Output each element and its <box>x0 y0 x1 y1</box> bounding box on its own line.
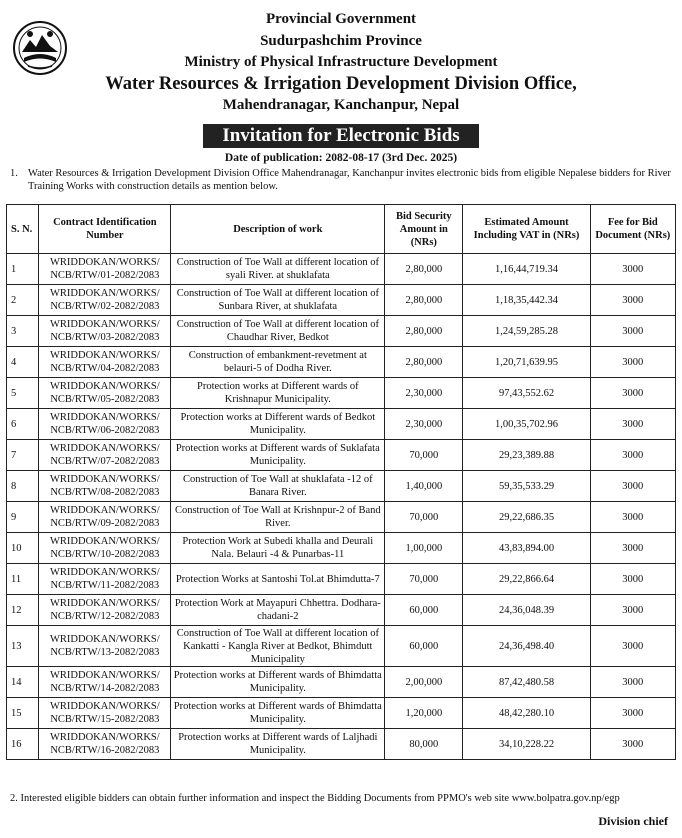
table-body <box>7 254 676 760</box>
cell-estimated-amount: 43,83,894.00 <box>463 533 590 564</box>
table-row <box>7 729 676 760</box>
cell-fee: 3000 <box>590 626 675 667</box>
cell-fee: 3000 <box>590 595 675 626</box>
cell-description: Protection works at Different wards of Bhimdatta Municipality. <box>171 667 385 698</box>
cell-contract-id: WRIDDOKAN/WORKS/ NCB/RTW/02-2082/2083 <box>39 285 171 316</box>
cell-description: Construction of embankment-revetment at belauri-5 of Dodha River. <box>171 347 385 378</box>
cell-sn: 4 <box>7 347 39 378</box>
cell-bid-security: 70,000 <box>385 440 463 471</box>
cell-estimated-amount: 1,24,59,285.28 <box>463 316 590 347</box>
cell-fee: 3000 <box>590 378 675 409</box>
cell-bid-security: 60,000 <box>385 595 463 626</box>
cell-estimated-amount: 1,18,35,442.34 <box>463 285 590 316</box>
table-row <box>7 502 676 533</box>
header-contract-id: Contract Identification Number <box>39 205 171 254</box>
cell-contract-id: WRIDDOKAN/WORKS/ NCB/RTW/07-2082/2083 <box>39 440 171 471</box>
table-row <box>7 254 676 285</box>
cell-description: Protection works at Different wards of Bhimdatta Municipality. <box>171 698 385 729</box>
cell-estimated-amount: 1,20,71,639.95 <box>463 347 590 378</box>
table-row <box>7 595 676 626</box>
cell-estimated-amount: 1,00,35,702.96 <box>463 409 590 440</box>
table-row <box>7 533 676 564</box>
cell-description: Construction of Toe Wall at Krishnpur-2 of Band River. <box>171 502 385 533</box>
cell-bid-security: 70,000 <box>385 564 463 595</box>
cell-contract-id: WRIDDOKAN/WORKS/ NCB/RTW/14-2082/2083 <box>39 667 171 698</box>
cell-description: Protection Works at Santoshi Tol.at Bhimdutta-7 <box>171 564 385 595</box>
intro-text: Water Resources & Irrigation Development Division Office Mahendranagar, Kanchanpur invites electronic bids from eligible Nepalese bidders for River Training Works with construction details as mention below. <box>28 168 671 192</box>
cell-description: Protection works at Different wards of Suklafata Municipality. <box>171 440 385 471</box>
header-sn: S. N. <box>7 205 39 254</box>
header-office: Water Resources & Irrigation Development Division Office, <box>105 74 577 94</box>
header-location: Mahendranagar, Kanchanpur, Nepal <box>222 97 460 113</box>
cell-sn: 6 <box>7 409 39 440</box>
cell-bid-security: 2,30,000 <box>385 378 463 409</box>
cell-description: Protection works at Different wards of Laljhadi Municipality. <box>171 729 385 760</box>
intro-paragraph <box>10 167 675 193</box>
cell-description: Protection works at Different wards of Krishnapur Municipality. <box>171 378 385 409</box>
cell-fee: 3000 <box>590 347 675 378</box>
cell-description: Protection works at Different wards of Bedkot Municipality. <box>171 409 385 440</box>
cell-fee: 3000 <box>590 533 675 564</box>
cell-bid-security: 60,000 <box>385 626 463 667</box>
cell-fee: 3000 <box>590 698 675 729</box>
cell-bid-security: 2,80,000 <box>385 347 463 378</box>
cell-fee: 3000 <box>590 254 675 285</box>
header-province: Sudurpashchim Province <box>260 33 422 49</box>
cell-sn: 1 <box>7 254 39 285</box>
cell-sn: 8 <box>7 471 39 502</box>
cell-estimated-amount: 29,22,686.35 <box>463 502 590 533</box>
notice-title: Invitation for Electronic Bids <box>203 124 479 148</box>
cell-contract-id: WRIDDOKAN/WORKS/ NCB/RTW/04-2082/2083 <box>39 347 171 378</box>
cell-description: Construction of Toe Wall at different location of Kankatti - Kangla River at Bedkot, Bhimdutt Municipality <box>171 626 385 667</box>
cell-bid-security: 80,000 <box>385 729 463 760</box>
cell-bid-security: 2,00,000 <box>385 667 463 698</box>
cell-fee: 3000 <box>590 440 675 471</box>
header-description: Description of work <box>171 205 385 254</box>
cell-contract-id: WRIDDOKAN/WORKS/ NCB/RTW/10-2082/2083 <box>39 533 171 564</box>
table-row <box>7 440 676 471</box>
cell-estimated-amount: 59,35,533.29 <box>463 471 590 502</box>
signature: Division chief <box>598 814 668 828</box>
table-row <box>7 667 676 698</box>
cell-fee: 3000 <box>590 729 675 760</box>
cell-estimated-amount: 97,43,552.62 <box>463 378 590 409</box>
cell-sn: 3 <box>7 316 39 347</box>
cell-bid-security: 2,80,000 <box>385 316 463 347</box>
cell-description: Construction of Toe Wall at different location of Sunbara River, at shuklafata <box>171 285 385 316</box>
table-row <box>7 564 676 595</box>
cell-sn: 2 <box>7 285 39 316</box>
cell-description: Construction of Toe Wall at shuklafata -12 of Banara River. <box>171 471 385 502</box>
cell-contract-id: WRIDDOKAN/WORKS/ NCB/RTW/06-2082/2083 <box>39 409 171 440</box>
cell-sn: 12 <box>7 595 39 626</box>
cell-contract-id: WRIDDOKAN/WORKS/ NCB/RTW/08-2082/2083 <box>39 471 171 502</box>
bids-table <box>6 204 676 760</box>
cell-contract-id: WRIDDOKAN/WORKS/ NCB/RTW/11-2082/2083 <box>39 564 171 595</box>
table-row <box>7 347 676 378</box>
cell-contract-id: WRIDDOKAN/WORKS/ NCB/RTW/05-2082/2083 <box>39 378 171 409</box>
cell-contract-id: WRIDDOKAN/WORKS/ NCB/RTW/16-2082/2083 <box>39 729 171 760</box>
publication-date: Date of publication: 2082-08-17 (3rd Dec. 2025) <box>224 152 458 164</box>
cell-sn: 7 <box>7 440 39 471</box>
cell-fee: 3000 <box>590 564 675 595</box>
cell-estimated-amount: 24,36,048.39 <box>463 595 590 626</box>
cell-contract-id: WRIDDOKAN/WORKS/ NCB/RTW/01-2082/2083 <box>39 254 171 285</box>
cell-contract-id: WRIDDOKAN/WORKS/ NCB/RTW/15-2082/2083 <box>39 698 171 729</box>
cell-bid-security: 1,40,000 <box>385 471 463 502</box>
cell-bid-security: 2,80,000 <box>385 285 463 316</box>
header-fee: Fee for Bid Document (NRs) <box>590 205 675 254</box>
table-row <box>7 626 676 667</box>
cell-contract-id: WRIDDOKAN/WORKS/ NCB/RTW/13-2082/2083 <box>39 626 171 667</box>
cell-contract-id: WRIDDOKAN/WORKS/ NCB/RTW/03-2082/2083 <box>39 316 171 347</box>
cell-fee: 3000 <box>590 667 675 698</box>
cell-sn: 14 <box>7 667 39 698</box>
cell-description: Protection Work at Subedi khalla and Deurali Nala. Belauri -4 & Punarbas-11 <box>171 533 385 564</box>
cell-sn: 16 <box>7 729 39 760</box>
cell-contract-id: WRIDDOKAN/WORKS/ NCB/RTW/09-2082/2083 <box>39 502 171 533</box>
cell-bid-security: 2,80,000 <box>385 254 463 285</box>
table-row <box>7 409 676 440</box>
cell-fee: 3000 <box>590 502 675 533</box>
cell-fee: 3000 <box>590 285 675 316</box>
cell-description: Construction of Toe Wall at different location of syali River. at shuklafata <box>171 254 385 285</box>
cell-fee: 3000 <box>590 316 675 347</box>
cell-estimated-amount: 24,36,498.40 <box>463 626 590 667</box>
cell-contract-id: WRIDDOKAN/WORKS/ NCB/RTW/12-2082/2083 <box>39 595 171 626</box>
table-row <box>7 471 676 502</box>
cell-sn: 10 <box>7 533 39 564</box>
cell-description: Construction of Toe Wall at different location of Chaudhar River, Bedkot <box>171 316 385 347</box>
cell-bid-security: 1,00,000 <box>385 533 463 564</box>
table-row <box>7 378 676 409</box>
header-estimated-amount: Estimated Amount Including VAT in (NRs) <box>463 205 590 254</box>
table-row <box>7 316 676 347</box>
cell-estimated-amount: 87,42,480.58 <box>463 667 590 698</box>
cell-bid-security: 1,20,000 <box>385 698 463 729</box>
cell-description: Protection Work at Mayapuri Chhettra. Dodhara-chadani-2 <box>171 595 385 626</box>
cell-estimated-amount: 29,22,866.64 <box>463 564 590 595</box>
table-row <box>7 698 676 729</box>
cell-bid-security: 2,30,000 <box>385 409 463 440</box>
cell-sn: 9 <box>7 502 39 533</box>
intro-number: 1. <box>10 168 18 179</box>
header-provincial-government: Provincial Government <box>265 11 417 27</box>
table-row <box>7 285 676 316</box>
cell-estimated-amount: 48,42,280.10 <box>463 698 590 729</box>
footer-note: 2. Interested eligible bidders can obtain further information and inspect the Bidding Documents from PPMO's web site www.bolpatra.gov.np/egp <box>10 793 620 804</box>
cell-estimated-amount: 34,10,228.22 <box>463 729 590 760</box>
cell-bid-security: 70,000 <box>385 502 463 533</box>
cell-estimated-amount: 29,23,389.88 <box>463 440 590 471</box>
cell-sn: 11 <box>7 564 39 595</box>
cell-fee: 3000 <box>590 409 675 440</box>
header-ministry: Ministry of Physical Infrastructure Development <box>184 54 498 70</box>
header-bid-security: Bid Security Amount in (NRs) <box>385 205 463 254</box>
cell-sn: 5 <box>7 378 39 409</box>
cell-sn: 15 <box>7 698 39 729</box>
cell-estimated-amount: 1,16,44,719.34 <box>463 254 590 285</box>
cell-fee: 3000 <box>590 471 675 502</box>
table-header-row <box>7 205 676 254</box>
cell-sn: 13 <box>7 626 39 667</box>
